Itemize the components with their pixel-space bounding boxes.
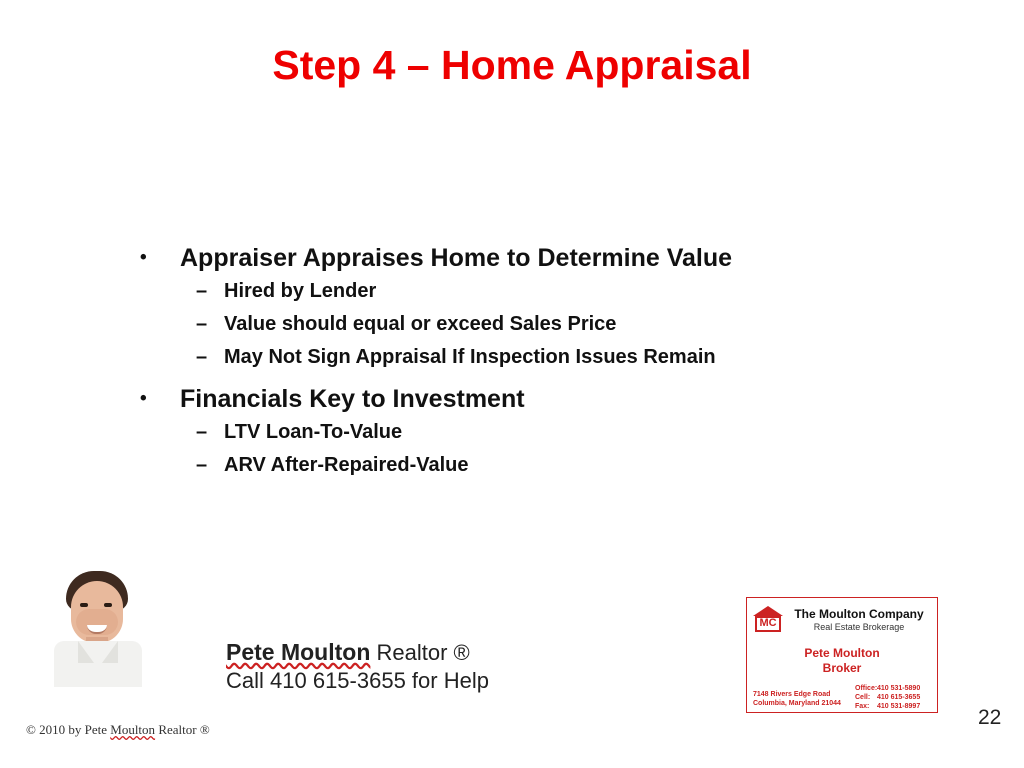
photo-collar-left	[78, 641, 94, 663]
address-line-2: Columbia, Maryland 21044	[753, 700, 841, 707]
phone-row	[855, 684, 920, 693]
list-item-label: Financials Key to Investment	[180, 385, 525, 413]
dash-marker: –	[196, 280, 208, 302]
dash-marker: –	[196, 454, 208, 476]
copyright-notice	[26, 722, 210, 738]
company-address	[753, 690, 841, 708]
copyright-prefix: © 2010 by Pete	[26, 722, 111, 737]
phone-row	[855, 702, 920, 711]
list-item	[140, 384, 960, 414]
dash-marker: –	[196, 346, 208, 368]
signature-call-line: Call 410 615-3655 for Help	[226, 668, 489, 693]
photo-eye-right	[104, 603, 112, 607]
house-roof	[753, 606, 783, 616]
bullet-marker: •	[140, 388, 147, 409]
photo-shirt	[54, 641, 142, 687]
phone-number-office: 410 531-5890	[877, 685, 921, 692]
list-item-label: May Not Sign Appraisal If Inspection Issues Remain	[224, 346, 716, 368]
signature-name-line	[226, 638, 489, 667]
logo-card	[746, 597, 938, 713]
list-item	[140, 243, 960, 273]
list-item	[196, 310, 960, 339]
portrait-photo	[52, 569, 144, 687]
phone-label-cell: Cell:	[855, 694, 871, 701]
phone-number-cell: 410 615-3655	[877, 694, 921, 701]
page-number: 22	[978, 706, 1002, 729]
phone-row	[855, 693, 920, 702]
copyright-suffix: Realtor ®	[155, 722, 210, 737]
bullet-marker: •	[140, 247, 147, 268]
dash-marker: –	[196, 421, 208, 443]
dash-marker: –	[196, 313, 208, 335]
copyright-name: Moulton	[110, 722, 156, 737]
company-name: The Moulton Company	[794, 607, 924, 621]
agent-name: Pete Moulton	[804, 646, 880, 660]
list-item-label: Value should equal or exceed Sales Price	[224, 313, 617, 335]
list-item-label: ARV After-Repaired-Value	[224, 454, 469, 476]
logo-monogram: MC	[759, 617, 777, 629]
list-item-label: Appraiser Appraises Home to Determine Value	[180, 244, 733, 272]
page-title: Step 4 – Home Appraisal	[272, 42, 752, 88]
list-item-label: Hired by Lender	[224, 280, 377, 302]
address-line-1: 7148 Rivers Edge Road	[753, 691, 831, 698]
signature-block	[226, 638, 489, 695]
photo-collar-right	[102, 641, 118, 663]
signature-name-text: Pete Moulton	[226, 639, 371, 665]
list-item	[196, 451, 960, 480]
list-item	[196, 418, 960, 447]
list-item	[196, 277, 960, 306]
company-tagline: Real Estate Brokerage	[813, 622, 905, 632]
phone-number-fax: 410 531-8997	[877, 703, 921, 710]
agent-title: Broker	[822, 661, 862, 675]
list-item	[196, 343, 960, 372]
house-icon	[753, 606, 783, 632]
signature-name-suffix: Realtor ®	[370, 640, 470, 665]
company-phones	[855, 684, 920, 711]
list-item-label: LTV Loan-To-Value	[224, 421, 403, 443]
spacer	[140, 376, 960, 384]
bullet-list	[140, 243, 960, 484]
signature-name	[226, 639, 370, 665]
phone-label-office: Office:	[855, 685, 878, 692]
photo-eye-left	[80, 603, 88, 607]
agent-info	[747, 646, 937, 676]
phone-label-fax: Fax:	[855, 703, 870, 710]
